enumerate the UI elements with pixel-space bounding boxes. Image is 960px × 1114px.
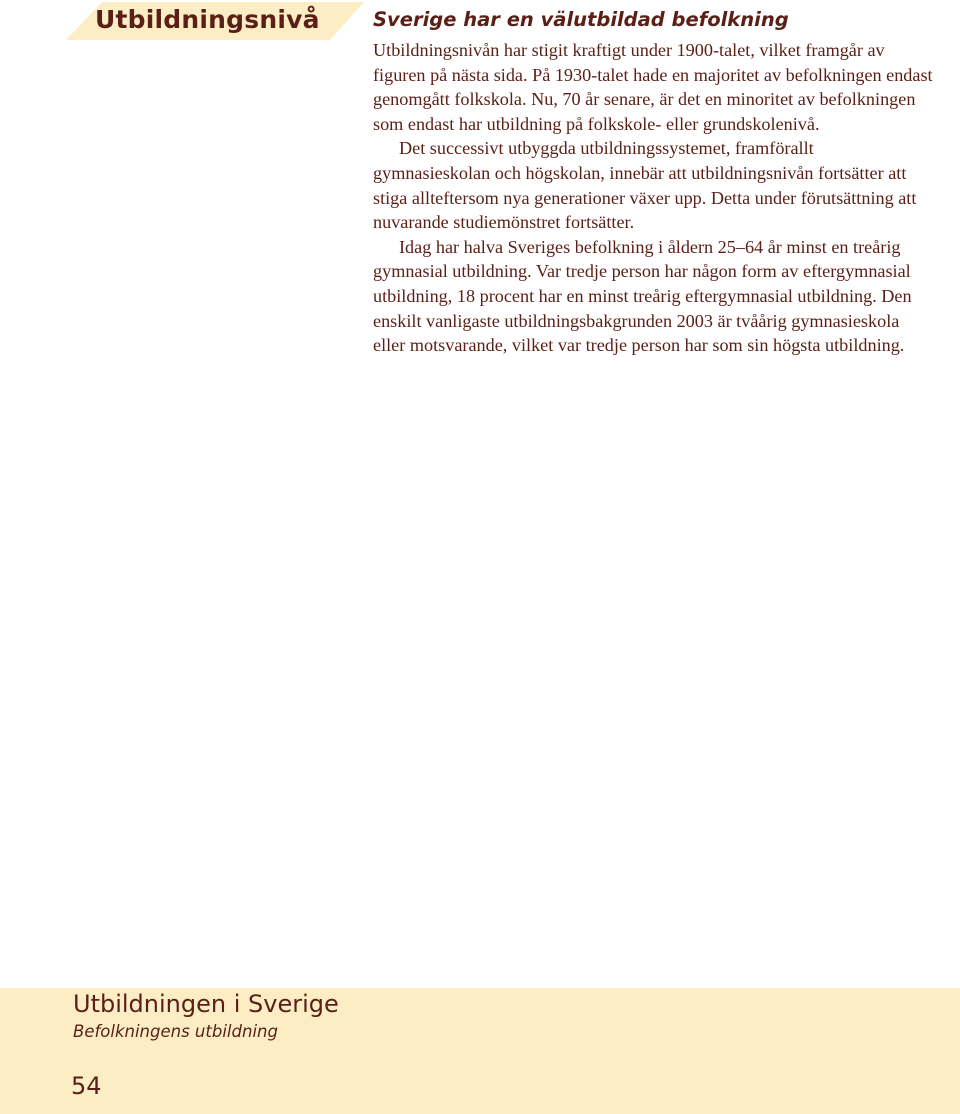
article	[373, 6, 933, 358]
footer-title: Utbildningen i Sverige	[73, 990, 339, 1018]
section-tab-label: Utbildningsnivå	[95, 5, 320, 34]
article-heading: Sverige har en välutbildad befolkning	[373, 8, 789, 31]
article-paragraph-3: Idag har halva Sveriges befolkning i åldern 25–64 år minst en treårig gymnasial utbildning. Var tredje person har någon form av eftergymnasial utbildning, 18 procent har en minst treårig eftergymnasial utbildning. Den enskilt vanligaste utbildningsbakgrunden 2003 är tvåårig gymnasieskola eller motsvarande, vilket var tredje person har som sin högsta utbildning.	[373, 236, 912, 356]
footer-subtitle: Befolkningens utbildning	[73, 1022, 278, 1041]
article-paragraph-1: Utbildningsnivån har stigit kraftigt under 1900-talet, vilket framgår av figuren på nästa sida. På 1930-talet hade en majoritet av befolkningen endast genomgått folkskola. Nu, 70 år senare, är det en minoritet av befolkningen som endast har utbildning på folkskole- eller grundskolenivå.	[373, 40, 933, 134]
page-number: 54	[71, 1072, 102, 1100]
section-tab	[66, 2, 364, 40]
article-paragraph-2: Det successivt utbyggda utbildningssystemet, framförallt gymnasieskolan och högskolan, innebär att utbildningsnivån fortsätter att stiga allteftersom nya generationer växer upp. Detta under förutsättning att nuvarande studiemönstret fortsätter.	[373, 138, 917, 233]
